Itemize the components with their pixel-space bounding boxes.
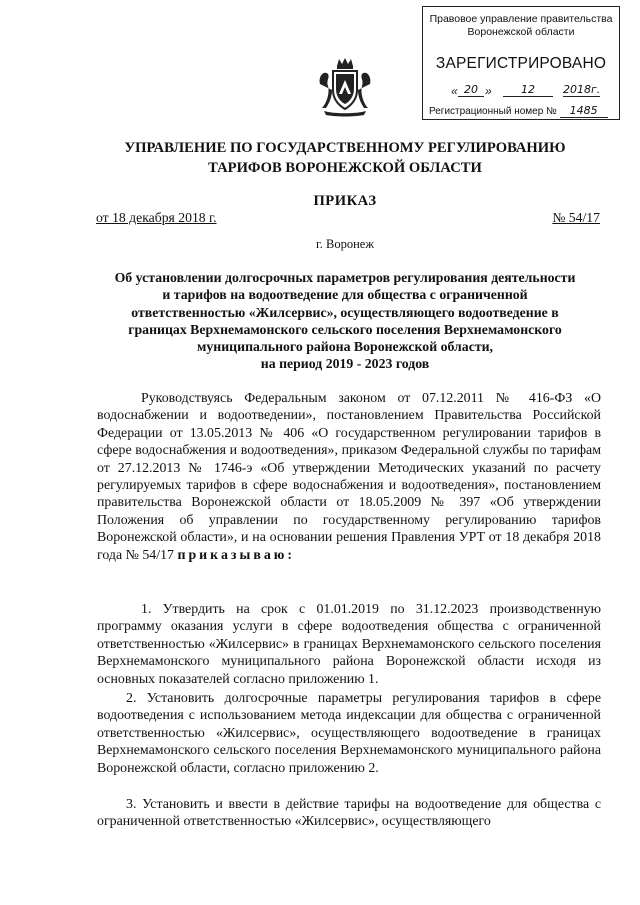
order-action: приказываю: xyxy=(177,547,296,563)
order-item-2: 2. Установить долгосрочные параметры регулирования тарифов в сфере водоотведения с использованием метода индексации для общества с ограниченной ответственностью «Жилсервис», осуществляющего водоотведение в границах Верхнемамонского сельского поселения Верхнемамонского муниципального района Воронежской области, согласно приложению 2. xyxy=(97,691,601,776)
subject-line4: границах Верхнемамонского сельского поселения Верхнемамонского xyxy=(128,321,562,337)
intro-paragraph xyxy=(97,390,601,564)
stamp-reg-number xyxy=(429,104,613,118)
stamp-registered-label: ЗАРЕГИСТРИРОВАНО xyxy=(435,55,607,72)
subject-line5: муниципального района Воронежской области, xyxy=(196,339,493,355)
stamp-reg-number-label: Регистрационный номер № xyxy=(429,106,557,117)
document-type: ПРИКАЗ xyxy=(313,193,377,209)
coat-of-arms-icon xyxy=(314,56,376,118)
subject-line6: на период 2019 - 2023 годов xyxy=(260,356,430,372)
stamp-month: 12 xyxy=(503,83,553,97)
stamp-reg-number-value: 1485 xyxy=(560,104,608,118)
stamp-quote-open: « xyxy=(451,84,458,98)
stamp-year: 2018г. xyxy=(563,83,601,96)
stamp-org-line1: Правовое управление правительства xyxy=(429,13,613,25)
subject-line2: и тарифов на водоотведение для общества с ограниченной xyxy=(162,287,528,303)
agency-name-line2: ТАРИФОВ ВОРОНЕЖСКОЙ ОБЛАСТИ xyxy=(208,160,482,176)
document-city: г. Воронеж xyxy=(316,237,374,251)
stamp-quote-close: » xyxy=(485,84,492,98)
document-subject xyxy=(90,269,600,373)
stamp-org-line2: Воронежской области xyxy=(467,26,575,38)
stamp-organization xyxy=(423,13,619,39)
agency-name-line1: УПРАВЛЕНИЕ ПО ГОСУДАРСТВЕННОМУ РЕГУЛИРОВАНИЮ xyxy=(124,140,566,156)
subject-line1: Об установлении долгосрочных параметров регулирования деятельности xyxy=(114,270,576,285)
subject-line3: ответственностью «Жилсервис», осуществляющего водоотведение в xyxy=(131,304,559,320)
agency-name xyxy=(90,138,600,178)
document-number: № 54/17 xyxy=(552,210,600,225)
stamp-date xyxy=(423,83,619,99)
intro-text: Руководствуясь Федеральным законом от 07.12.2011 № 416-ФЗ «О водоснабжении и водоотведении», постановлением Правительства Российской Федерации от 13.05.2013 № 406 «О государственном регулировании тарифов в сфере водоснабжения и водоотведения», приказом Федеральной службы по тарифам от 27.12.2013 № 1746-э «Об утверждении Методических указаний по расчету регулируемых тарифов в сфере водоснабжения и водоотведения», постановлением правительства Воронежской области от 18.05.2009 № 397 «Об утверждении Положения об управлении по государственному регулированию тарифов Воронежской области», и на основании решения Правления УРТ от 18 декабря 2018 года № 54/17 xyxy=(97,391,601,563)
registration-stamp xyxy=(422,6,620,120)
stamp-day: 20 xyxy=(458,83,484,97)
order-item-3: 3. Установить и ввести в действие тарифы на водоотведение для общества с ограниченной ответственностью «Жилсервис», осуществляющего xyxy=(97,797,601,830)
document-date: от 18 декабря 2018 г. xyxy=(96,210,217,225)
order-item-1: 1. Утвердить на срок с 01.01.2019 по 31.12.2023 производственную программу оказания услуги в сфере водоотведения общества с ограниченной ответственностью «Жилсервис» в границах Верхнемамонского сельского поселения Верхнемамонского муниципального района Воронежской области исходя из основных показателей согласно приложению 1. xyxy=(97,602,601,687)
